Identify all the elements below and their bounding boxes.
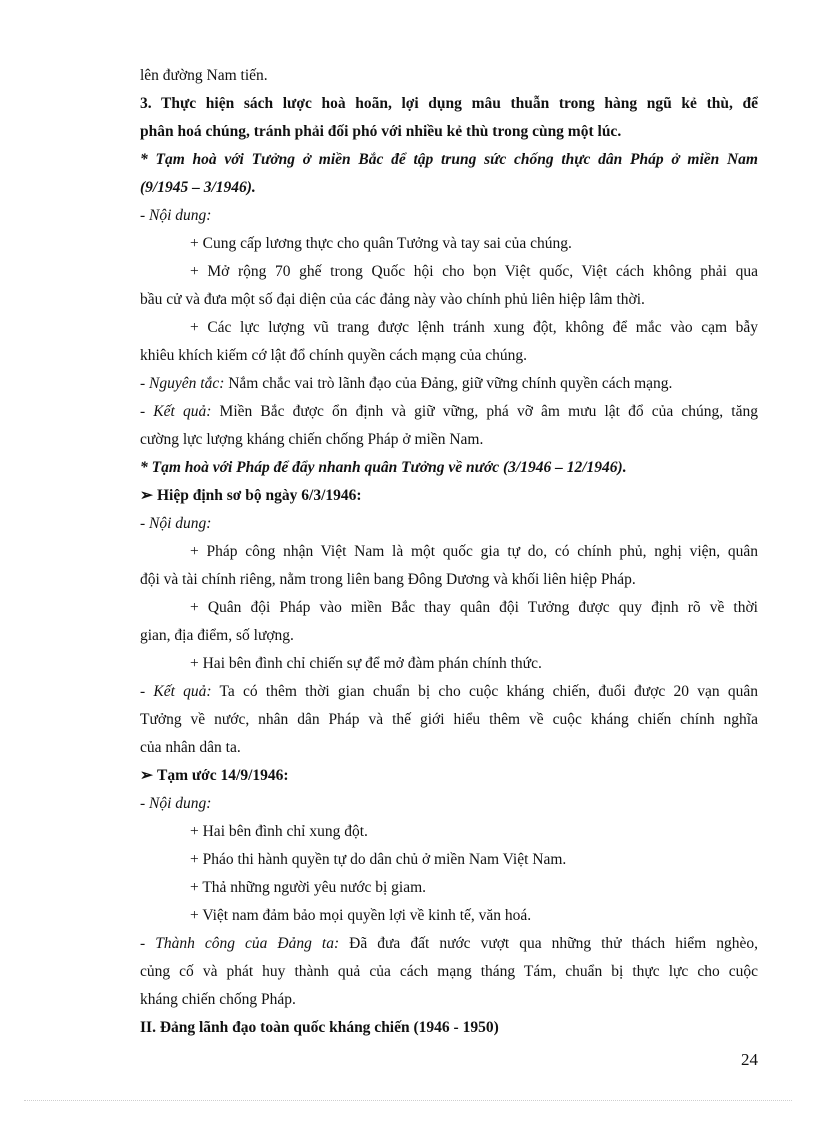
bullet-item-cont: khiêu khích kiếm cớ lật đổ chính quyền cách mạng của chúng. xyxy=(140,347,527,364)
section-heading: 3. Thực hiện sách lược hoà hoãn, lợi dụng mâu thuẫn trong hàng ngũ kẻ thù, để xyxy=(140,95,758,112)
principle-line xyxy=(140,370,758,398)
subheading: * Tạm hoà với Pháp để đẩy nhanh quân Tưởng về nước (3/1946 – 12/1946). xyxy=(140,459,627,476)
bullet-item: + Hai bên đình chỉ chiến sự để mở đàm phán chính thức. xyxy=(190,655,542,672)
success-line-cont: củng cố và phát huy thành quả của cách mạng tháng Tám, chuẩn bị thực lực cho cuộc xyxy=(140,963,758,980)
principle-text: Nắm chắc vai trò lãnh đạo của Đảng, giữ vững chính quyền cách mạng. xyxy=(224,375,673,392)
bullet-item: + Hai bên đình chỉ xung đột. xyxy=(190,823,368,840)
success-line xyxy=(140,930,758,958)
result-line-cont: cường lực lượng kháng chiến chống Pháp ở miền Nam. xyxy=(140,431,484,448)
label-ket-qua: - Kết quả: xyxy=(140,683,212,700)
result-line-cont: Tưởng về nước, nhân dân Pháp và thế giới hiểu thêm về cuộc kháng chiến chính nghĩa xyxy=(140,711,758,728)
text-line: lên đường Nam tiến. xyxy=(140,67,268,84)
agreement-title: Tạm ước 14/9/1946: xyxy=(157,767,289,784)
document-body xyxy=(140,62,758,1042)
result-text: Ta có thêm thời gian chuẩn bị cho cuộc kháng chiến, đuổi được 20 vạn quân xyxy=(211,683,758,700)
agreement-title: Hiệp định sơ bộ ngày 6/3/1946: xyxy=(157,487,362,504)
agreement-heading xyxy=(140,482,758,510)
label-noi-dung: - Nội dung: xyxy=(140,207,212,224)
footer-divider xyxy=(24,1100,792,1101)
bullet-item-cont: đội và tài chính riêng, nằm trong liên bang Đông Dương và khối liên hiệp Pháp. xyxy=(140,571,636,588)
bullet-item: + Mở rộng 70 ghế trong Quốc hội cho bọn Việt quốc, Việt cách không phải qua xyxy=(190,263,758,280)
arrow-bullet-icon: ➢ xyxy=(140,767,153,784)
label-noi-dung: - Nội dung: xyxy=(140,515,212,532)
label-nguyen-tac: - Nguyên tắc: xyxy=(140,375,225,392)
section-heading-cont: phân hoá chúng, tránh phải đối phó với nhiều kẻ thù trong cùng một lúc. xyxy=(140,123,622,140)
bullet-item: + Việt nam đảm bảo mọi quyền lợi về kinh tế, văn hoá. xyxy=(190,907,532,924)
label-thanh-cong: - Thành công của Đảng ta: xyxy=(140,935,340,952)
label-ket-qua: - Kết quả: xyxy=(140,403,212,420)
bullet-item: + Pháp công nhận Việt Nam là một quốc gia tự do, có chính phủ, nghị viện, quân xyxy=(190,543,758,560)
section-heading: II. Đảng lãnh đạo toàn quốc kháng chiến (1946 - 1950) xyxy=(140,1019,499,1036)
bullet-item: + Thả những người yêu nước bị giam. xyxy=(190,879,427,896)
label-noi-dung: - Nội dung: xyxy=(140,795,212,812)
result-line xyxy=(140,678,758,706)
bullet-item: + Quân đội Pháp vào miền Bắc thay quân đội Tưởng được quy định rõ về thời xyxy=(190,599,758,616)
success-text: Đã đưa đất nước vượt qua những thử thách hiểm nghèo, xyxy=(339,935,758,952)
success-line-cont: kháng chiến chống Pháp. xyxy=(140,991,296,1008)
result-text: Miền Bắc được ổn định và giữ vững, phá vỡ âm mưu lật đổ của chúng, tăng xyxy=(211,403,758,420)
bullet-item-cont: gian, địa điểm, số lượng. xyxy=(140,627,294,644)
subheading: * Tạm hoà với Tưởng ở miền Bắc để tập trung sức chống thực dân Pháp ở miền Nam xyxy=(140,151,758,168)
subheading-cont: (9/1945 – 3/1946). xyxy=(140,179,256,196)
bullet-item-cont: bầu cử và đưa một số đại diện của các đảng này vào chính phủ liên hiệp lâm thời. xyxy=(140,291,645,308)
result-line xyxy=(140,398,758,426)
page-number: 24 xyxy=(741,1050,758,1069)
arrow-bullet-icon: ➢ xyxy=(140,487,153,504)
bullet-item: + Pháo thi hành quyền tự do dân chủ ở miền Nam Việt Nam. xyxy=(190,851,567,868)
bullet-item: + Các lực lượng vũ trang được lệnh tránh xung đột, không để mắc vào cạm bẫy xyxy=(190,319,758,336)
result-line-cont: của nhân dân ta. xyxy=(140,739,241,756)
agreement-heading xyxy=(140,762,758,790)
bullet-item: + Cung cấp lương thực cho quân Tưởng và tay sai của chúng. xyxy=(190,235,572,252)
